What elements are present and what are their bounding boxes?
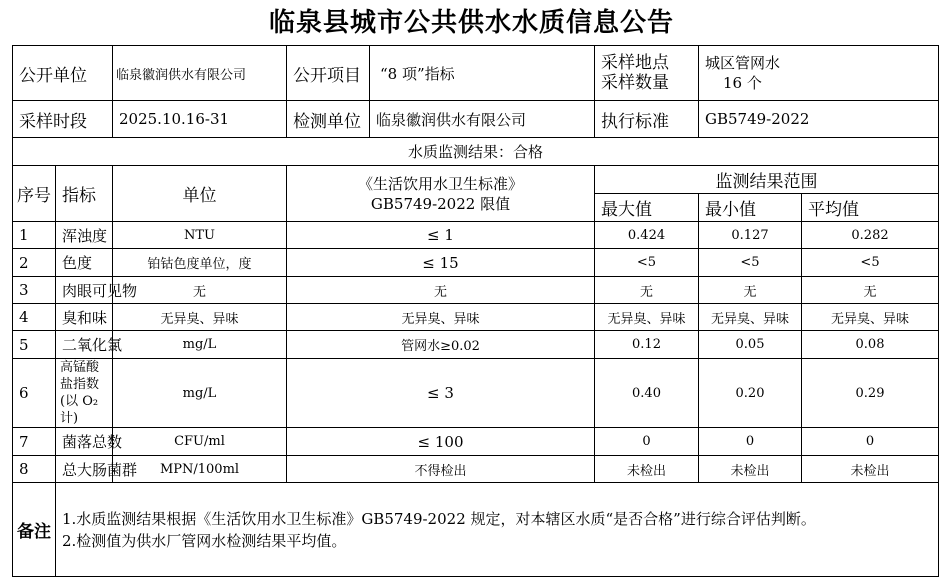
row-max: 0: [595, 428, 699, 456]
row-min: 0.05: [699, 331, 802, 359]
water-quality-table: [12, 45, 939, 577]
row-unit: mg/L: [113, 331, 287, 359]
row-indicator: 浑浊度: [56, 222, 113, 249]
row-min: 无: [699, 277, 802, 304]
row-unit: mg/L: [113, 359, 287, 428]
header-range: 监测结果范围: [595, 166, 939, 194]
row-limit: ≤ 15: [287, 249, 595, 277]
notes-label: 备注: [13, 483, 56, 577]
note-2: 2.检测值为供水厂管网水检测结果平均值。: [62, 531, 347, 550]
header-no: 序号: [13, 166, 56, 222]
row-limit: 无异臭、异味: [287, 304, 595, 331]
header-limit-line2: GB5749-2022 限值: [370, 194, 511, 213]
row-unit: MPN/100ml: [113, 456, 287, 483]
row-avg: 未检出: [802, 456, 939, 483]
lab-label: 检测单位: [287, 101, 370, 138]
row-indicator: 高锰酸盐指数(以 O₂计): [56, 359, 113, 428]
row-indicator: 肉眼可见物: [56, 277, 113, 304]
row-min: <5: [699, 249, 802, 277]
table-row: [13, 304, 939, 331]
period-value: 2025.10.16-31: [113, 101, 287, 138]
row-min: 0: [699, 428, 802, 456]
row-avg: <5: [802, 249, 939, 277]
table-row: [13, 428, 939, 456]
header-row: [13, 166, 939, 194]
row-max: 无: [595, 277, 699, 304]
period-label: 采样时段: [13, 101, 113, 138]
row-no: 4: [13, 304, 56, 331]
row-min: 0.20: [699, 359, 802, 428]
header-limit: [287, 166, 595, 222]
row-no: 7: [13, 428, 56, 456]
row-limit: 管网水≥0.02: [287, 331, 595, 359]
row-unit: 无异臭、异味: [113, 304, 287, 331]
header-avg: 平均值: [802, 194, 939, 222]
row-avg: 0.08: [802, 331, 939, 359]
row-avg: 0.29: [802, 359, 939, 428]
row-limit: ≤ 100: [287, 428, 595, 456]
row-avg: 无: [802, 277, 939, 304]
row-no: 6: [13, 359, 56, 428]
row-max: <5: [595, 249, 699, 277]
count-value: 16 个: [723, 74, 762, 92]
notes-content: [56, 483, 939, 577]
page-title: 临泉县城市公共供水水质信息公告: [268, 8, 674, 38]
info-row-period: [13, 101, 939, 138]
row-max: 0.424: [595, 222, 699, 249]
table-row: [13, 249, 939, 277]
row-max: 0.40: [595, 359, 699, 428]
row-indicator: 二氧化氯: [56, 331, 113, 359]
row-unit: 无: [113, 277, 287, 304]
table-row: [13, 456, 939, 483]
row-max: 未检出: [595, 456, 699, 483]
row-indicator: 菌落总数: [56, 428, 113, 456]
header-limit-line1: 《生活饮用水卫生标准》: [357, 174, 523, 193]
count-label: 采样数量: [601, 73, 669, 93]
header-min: 最小值: [699, 194, 802, 222]
info-row-publisher: [13, 46, 939, 101]
row-avg: 无异臭、异味: [802, 304, 939, 331]
row-unit: CFU/ml: [113, 428, 287, 456]
row-min: 0.127: [699, 222, 802, 249]
publisher-value: 临泉徽润供水有限公司: [113, 46, 287, 101]
project-label: 公开项目: [287, 46, 370, 101]
notes-row: [13, 483, 939, 577]
row-no: 5: [13, 331, 56, 359]
lab-value: 临泉徽润供水有限公司: [370, 101, 595, 138]
publisher-label: 公开单位: [13, 46, 113, 101]
row-no: 2: [13, 249, 56, 277]
row-limit: ≤ 1: [287, 222, 595, 249]
row-no: 1: [13, 222, 56, 249]
standard-label: 执行标准: [595, 101, 699, 138]
location-value: 城区管网水: [705, 54, 781, 72]
row-max: 0.12: [595, 331, 699, 359]
row-unit: 铂钴色度单位，度: [113, 249, 287, 277]
row-min: 未检出: [699, 456, 802, 483]
row-unit: NTU: [113, 222, 287, 249]
row-no: 3: [13, 277, 56, 304]
row-indicator: 色度: [56, 249, 113, 277]
row-limit: 不得检出: [287, 456, 595, 483]
row-limit: 无: [287, 277, 595, 304]
row-indicator: 臭和味: [56, 304, 113, 331]
header-max: 最大值: [595, 194, 699, 222]
row-no: 8: [13, 456, 56, 483]
row-avg: 0.282: [802, 222, 939, 249]
sampling-values: [699, 46, 939, 101]
table-row: [13, 331, 939, 359]
note-1: 1.水质监测结果根据《生活饮用水卫生标准》GB5749-2022 规定，对本辖区水质“是否合格”进行综合评估判断。: [62, 509, 816, 528]
table-row: [13, 359, 939, 428]
table-row: [13, 222, 939, 249]
project-value: “8 项”指标: [370, 46, 595, 101]
result-row: [13, 138, 939, 166]
row-min: 无异臭、异味: [699, 304, 802, 331]
standard-value: GB5749-2022: [699, 101, 939, 138]
result-summary: 水质监测结果：合格: [13, 138, 939, 166]
header-unit: 单位: [113, 166, 287, 222]
location-label: 采样地点: [601, 53, 669, 73]
row-limit: ≤ 3: [287, 359, 595, 428]
table-row: [13, 277, 939, 304]
row-avg: 0: [802, 428, 939, 456]
row-indicator: 总大肠菌群: [56, 456, 113, 483]
sampling-labels: [595, 46, 699, 101]
header-indicator: 指标: [56, 166, 113, 222]
row-max: 无异臭、异味: [595, 304, 699, 331]
